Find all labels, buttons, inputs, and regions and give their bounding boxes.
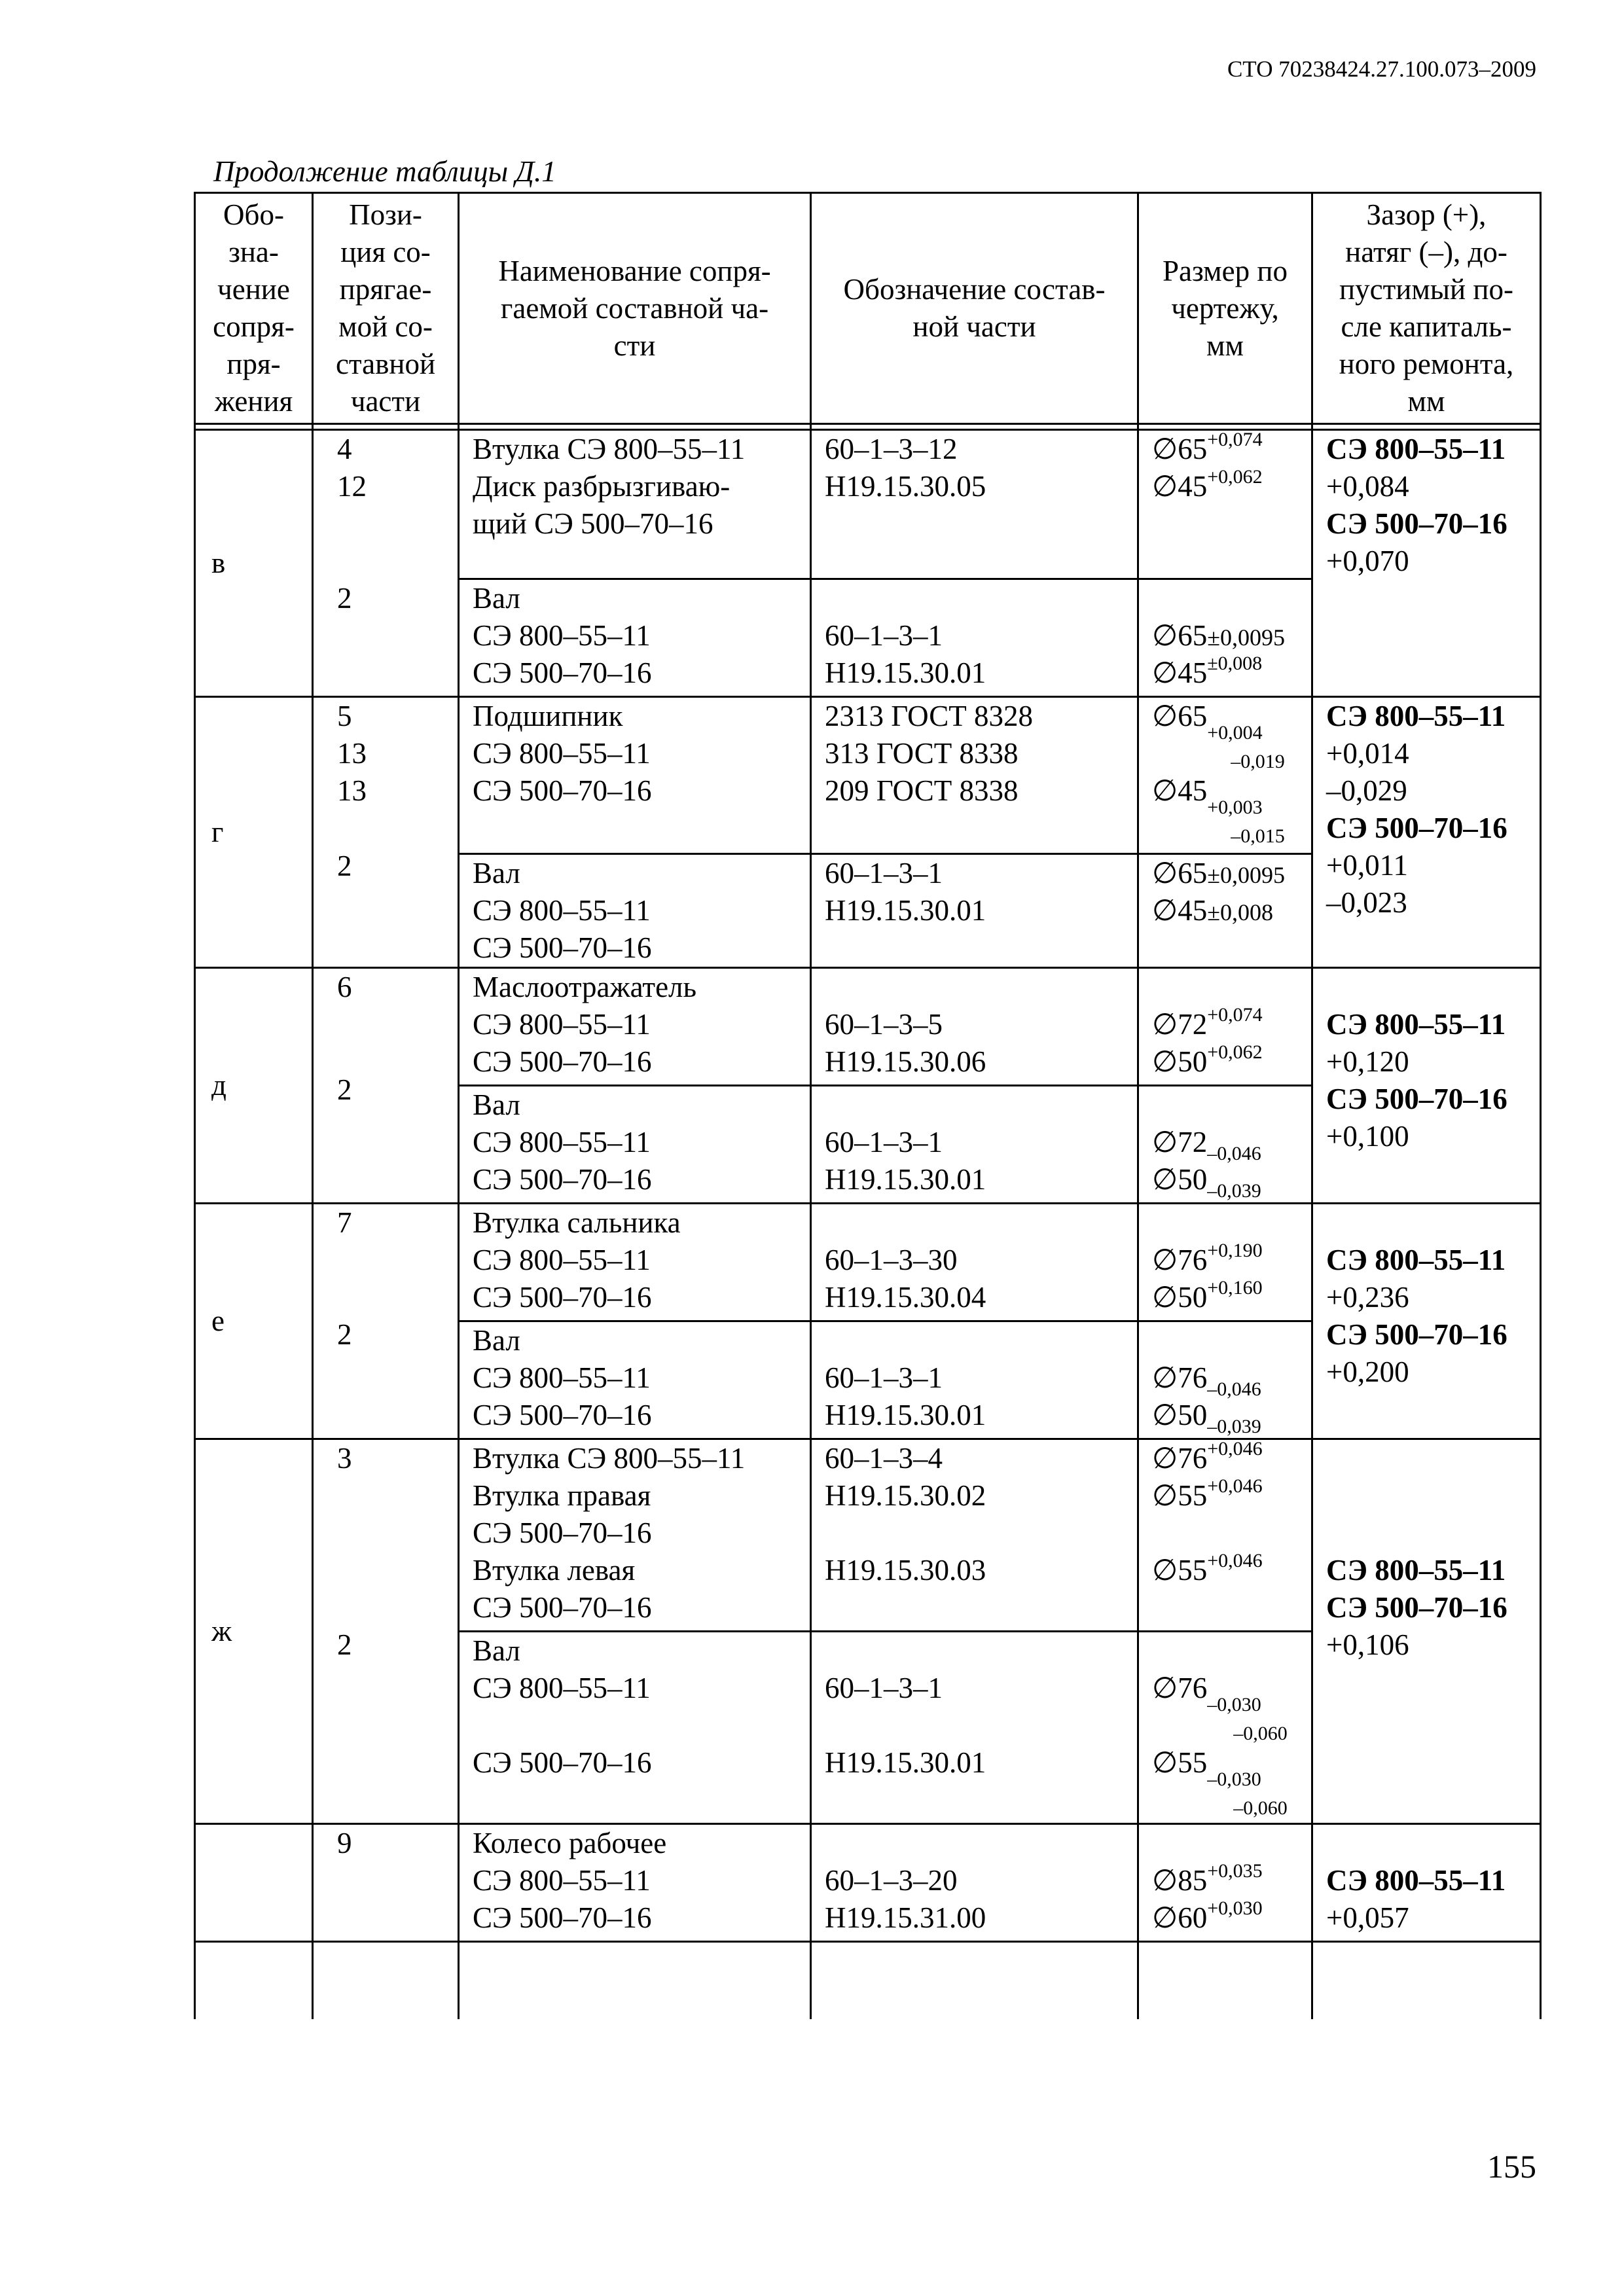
size-sym-tol: ±0,008 (1207, 899, 1273, 925)
size-value (1152, 1397, 1307, 1437)
part-name-cell (459, 697, 811, 854)
size-base: ∅72 (1152, 1008, 1208, 1041)
size-lower-tol: –0,060 (1233, 1723, 1288, 1744)
empty-cell (313, 1942, 459, 2019)
clearance-value: –0,029 (1326, 774, 1407, 807)
part-name-cell (459, 1439, 811, 1632)
size-value (1152, 1124, 1307, 1164)
size-value (1152, 1477, 1307, 1515)
designation: 60–1–3–1 (825, 1672, 943, 1704)
part-name: СЭ 500–70–16 (473, 1901, 652, 1934)
size-value (1152, 1242, 1307, 1279)
part-name: Вал (473, 1088, 520, 1121)
size-lower-tol: –0,019 (1231, 751, 1285, 772)
part-name: СЭ 800–55–11 (473, 737, 651, 770)
size-upper-tol: +0,003 (1207, 797, 1263, 818)
size-upper-tol: +0,004 (1207, 722, 1263, 744)
clearance-cell (1312, 1824, 1541, 1942)
part-name: СЭ 500–70–16 (473, 1281, 652, 1314)
size-cell (1138, 854, 1312, 968)
designation-cell (811, 1824, 1138, 1942)
col-header-designation-text: Обозначение состав- ной части (843, 273, 1106, 343)
position-value: 2 (337, 1628, 352, 1661)
size-base: ∅85 (1152, 1864, 1208, 1897)
clearance-value: +0,070 (1326, 545, 1409, 577)
table-row (195, 1439, 1541, 1632)
size-upper-tol: –0,030 (1207, 1768, 1261, 1790)
designation-cell (811, 1321, 1138, 1439)
size-value (1152, 892, 1307, 929)
clearance-model: СЭ 500–70–16 (1326, 507, 1507, 540)
designation-cell (811, 579, 1138, 697)
clearance-model: СЭ 500–70–16 (1326, 1591, 1507, 1624)
fit-code: д (211, 1069, 226, 1102)
size-lower-tol: –0,046 (1207, 1378, 1261, 1400)
part-name: СЭ 800–55–11 (473, 619, 651, 652)
part-name: СЭ 800–55–11 (473, 1244, 651, 1276)
size-base: ∅76 (1152, 1442, 1208, 1475)
size-sym-tol: ±0,0095 (1207, 862, 1285, 888)
size-base: ∅55 (1152, 1479, 1208, 1512)
part-name: СЭ 500–70–16 (473, 1399, 652, 1431)
size-base: ∅72 (1152, 1126, 1208, 1158)
clearance-model: СЭ 800–55–11 (1326, 700, 1506, 732)
designation: Н19.15.30.06 (825, 1045, 986, 1078)
size-value (1152, 468, 1307, 505)
size-value (1152, 1359, 1307, 1400)
empty-cell (1138, 1942, 1312, 2019)
part-name-cell (459, 854, 811, 968)
designation: 60–1–3–4 (825, 1442, 943, 1475)
designation (825, 580, 1133, 617)
empty-cell (811, 1942, 1138, 2019)
part-name: СЭ 500–70–16 (473, 1163, 652, 1196)
size-base: ∅55 (1152, 1746, 1208, 1779)
clearance-cell (1312, 430, 1541, 697)
clearance-value: +0,200 (1326, 1355, 1409, 1388)
size-value (1152, 431, 1307, 468)
col-header-code-text: Обо- зна- чение сопря- пря- жения (213, 198, 295, 418)
fit-code-cell (195, 1824, 313, 1942)
size-cell (1138, 1824, 1312, 1942)
table-caption: Продолжение таблицы Д.1 (213, 155, 556, 188)
designation: 209 ГОСТ 8338 (825, 774, 1019, 807)
col-header-designation (811, 193, 1138, 424)
designation: 60–1–3–1 (825, 857, 943, 889)
clearance-cell (1312, 697, 1541, 968)
designation: Н19.15.30.01 (825, 656, 986, 689)
size-value (1152, 1552, 1307, 1589)
part-name-cell (459, 1824, 811, 1942)
position-cell (313, 697, 459, 968)
size-value (1152, 655, 1307, 692)
clearance-model: СЭ 500–70–16 (1326, 812, 1507, 844)
size-cell (1138, 1632, 1312, 1824)
size-value (1152, 1161, 1307, 1202)
table-row (195, 1942, 1541, 2019)
fit-code-cell (195, 430, 313, 697)
size-base: ∅45 (1152, 470, 1208, 503)
size-base: ∅45 (1152, 774, 1208, 807)
col-header-position (313, 193, 459, 424)
size-base: ∅50 (1152, 1281, 1208, 1314)
designation-cell (811, 1204, 1138, 1321)
position-value: 12 (337, 470, 367, 503)
clearance-cell (1312, 1204, 1541, 1439)
part-name: СЭ 500–70–16 (473, 1516, 652, 1549)
clearance-value: +0,236 (1326, 1281, 1409, 1314)
part-name: СЭ 800–55–11 (473, 1864, 651, 1897)
part-name-cell (459, 1086, 811, 1204)
fit-code-cell (195, 697, 313, 968)
size-sym-tol: ±0,0095 (1207, 624, 1285, 651)
fit-code-cell (195, 1204, 313, 1439)
size-upper-tol: ±0,008 (1207, 653, 1263, 674)
position-cell (313, 1824, 459, 1942)
size-value (1152, 1440, 1307, 1477)
position-value: 2 (337, 1073, 352, 1106)
size-upper-tol: +0,074 (1207, 1004, 1263, 1026)
size-value (1152, 617, 1307, 655)
col-header-name-text: Наименование сопря- гаемой составной ча- сти (498, 254, 771, 362)
part-name: Диск разбрызгиваю- (473, 470, 731, 503)
part-name: СЭ 500–70–16 (473, 931, 652, 964)
part-name: щий СЭ 500–70–16 (473, 507, 713, 540)
size-value (1152, 855, 1307, 892)
designation (825, 1322, 1133, 1359)
size-upper-tol: +0,035 (1207, 1860, 1263, 1882)
part-name: СЭ 800–55–11 (473, 1008, 651, 1041)
size-value (1152, 1006, 1307, 1043)
designation: Н19.15.30.04 (825, 1281, 986, 1314)
parts-fit-table (194, 192, 1542, 2019)
part-name: Маслоотражатель (473, 971, 697, 1003)
part-name: СЭ 500–70–16 (473, 1746, 652, 1779)
size-base: ∅60 (1152, 1901, 1208, 1934)
part-name: СЭ 500–70–16 (473, 656, 652, 689)
col-header-clearance (1312, 193, 1541, 424)
fit-code-cell (195, 968, 313, 1204)
designation (825, 969, 1133, 1006)
col-header-name (459, 193, 811, 424)
size-base: ∅45 (1152, 656, 1208, 689)
size-lower-tol: –0,015 (1231, 825, 1285, 847)
position-value: 2 (337, 582, 352, 615)
fit-code: е (211, 1304, 225, 1337)
designation-cell (811, 968, 1138, 1086)
clearance-model: СЭ 800–55–11 (1326, 1864, 1506, 1897)
table-row (195, 1204, 1541, 1321)
part-name: Втулка СЭ 800–55–11 (473, 433, 746, 465)
size-base: ∅50 (1152, 1399, 1208, 1431)
empty-cell (195, 1942, 313, 2019)
designation: 60–1–3–1 (825, 1126, 943, 1158)
part-name: Втулка правая (473, 1479, 651, 1512)
part-name: СЭ 500–70–16 (473, 1045, 652, 1078)
size-upper-tol: +0,046 (1207, 1550, 1263, 1571)
clearance-value: +0,014 (1326, 737, 1409, 770)
part-name: СЭ 800–55–11 (473, 894, 651, 927)
designation: Н19.15.30.01 (825, 1399, 986, 1431)
size-value (1152, 698, 1307, 772)
position-value: 3 (337, 1442, 352, 1475)
table-row (195, 968, 1541, 1086)
size-upper-tol: +0,046 (1207, 1475, 1263, 1497)
col-header-size-text: Размер по чертежу, мм (1163, 254, 1288, 362)
size-base: ∅50 (1152, 1045, 1208, 1078)
part-name: СЭ 800–55–11 (473, 1126, 651, 1158)
designation-cell (811, 854, 1138, 968)
size-lower-tol: –0,046 (1207, 1143, 1261, 1164)
position-value: 5 (337, 700, 352, 732)
designation-cell (811, 697, 1138, 854)
clearance-value: +0,106 (1326, 1628, 1409, 1661)
designation: Н19.15.30.03 (825, 1554, 986, 1587)
part-name-cell (459, 1321, 811, 1439)
size-value (1152, 1043, 1307, 1081)
position-cell (313, 1204, 459, 1439)
size-base: ∅65 (1152, 619, 1208, 652)
size-value (1152, 1744, 1307, 1819)
designation: Н19.15.31.00 (825, 1901, 986, 1934)
position-value: 2 (337, 850, 352, 882)
page-number: 155 (1487, 2148, 1536, 2185)
size-value (1152, 1670, 1307, 1744)
size-upper-tol: +0,062 (1207, 466, 1263, 488)
part-name: Втулка левая (473, 1554, 636, 1587)
size-cell (1138, 968, 1312, 1086)
size-upper-tol: +0,160 (1207, 1277, 1263, 1299)
size-upper-tol: +0,062 (1207, 1041, 1263, 1063)
designation: Н19.15.30.01 (825, 894, 986, 927)
position-cell (313, 968, 459, 1204)
size-upper-tol: +0,074 (1207, 429, 1263, 450)
designation: 60–1–3–20 (825, 1864, 958, 1897)
table-row (195, 697, 1541, 854)
size-base: ∅65 (1152, 433, 1208, 465)
part-name-cell (459, 968, 811, 1086)
clearance-model: СЭ 800–55–11 (1326, 1554, 1506, 1587)
part-name-cell (459, 579, 811, 697)
size-cell (1138, 697, 1312, 854)
empty-cell (1312, 1942, 1541, 2019)
designation: Н19.15.30.02 (825, 1479, 986, 1512)
size-lower-tol: –0,039 (1207, 1416, 1261, 1437)
part-name: Колесо рабочее (473, 1827, 667, 1859)
size-cell (1138, 1204, 1312, 1321)
part-name-cell (459, 1632, 811, 1824)
clearance-model: СЭ 500–70–16 (1326, 1083, 1507, 1115)
size-lower-tol: –0,060 (1233, 1797, 1288, 1819)
size-value (1152, 772, 1307, 847)
col-header-size (1138, 193, 1312, 424)
size-upper-tol: +0,046 (1207, 1439, 1263, 1460)
size-value (1152, 1899, 1307, 1937)
designation-cell (811, 430, 1138, 579)
position-value: 6 (337, 971, 352, 1003)
col-header-clearance-text: Зазор (+), натяг (–), до- пустимый по- сле капиталь- ного ремонта, мм (1339, 198, 1514, 418)
designation: Н19.15.30.01 (825, 1746, 986, 1779)
size-base: ∅76 (1152, 1361, 1208, 1394)
size-base: ∅76 (1152, 1672, 1208, 1704)
designation: 2313 ГОСТ 8328 (825, 700, 1033, 732)
designation: 60–1–3–12 (825, 433, 958, 465)
fit-code: в (211, 547, 226, 579)
size-cell (1138, 1439, 1312, 1632)
designation-cell (811, 1086, 1138, 1204)
size-lower-tol: –0,039 (1207, 1180, 1261, 1202)
clearance-value: +0,120 (1326, 1045, 1409, 1078)
part-name: СЭ 800–55–11 (473, 1672, 651, 1704)
part-name: Вал (473, 857, 520, 889)
size-upper-tol: –0,030 (1207, 1694, 1261, 1715)
part-name: Вал (473, 1324, 520, 1357)
size-upper-tol: +0,190 (1207, 1240, 1263, 1261)
size-base: ∅76 (1152, 1244, 1208, 1276)
designation (825, 1204, 1133, 1242)
part-name: Втулка СЭ 800–55–11 (473, 1442, 746, 1475)
size-value (1152, 1862, 1307, 1899)
size-upper-tol: +0,030 (1207, 1897, 1263, 1919)
size-value (1152, 1279, 1307, 1316)
position-value: 9 (337, 1827, 352, 1859)
size-base: ∅50 (1152, 1163, 1208, 1196)
designation: 60–1–3–30 (825, 1244, 958, 1276)
designation-cell (811, 1439, 1138, 1632)
empty-cell (459, 1942, 811, 2019)
position-value: 4 (337, 433, 352, 465)
size-base: ∅65 (1152, 700, 1208, 732)
designation-cell (811, 1632, 1138, 1824)
designation: 313 ГОСТ 8338 (825, 737, 1019, 770)
clearance-value: +0,084 (1326, 470, 1409, 503)
designation (825, 1515, 1133, 1552)
size-cell (1138, 1086, 1312, 1204)
position-value: 13 (337, 737, 367, 770)
fit-code: ж (211, 1615, 232, 1647)
part-name: Вал (473, 1634, 520, 1667)
part-name-cell (459, 430, 811, 579)
designation (825, 1086, 1133, 1124)
part-name: Втулка сальника (473, 1206, 681, 1239)
clearance-model: СЭ 800–55–11 (1326, 1244, 1506, 1276)
clearance-model: СЭ 800–55–11 (1326, 433, 1506, 465)
size-base: ∅65 (1152, 857, 1208, 889)
size-base: ∅55 (1152, 1554, 1208, 1587)
clearance-value: +0,057 (1326, 1901, 1409, 1934)
position-value: 2 (337, 1318, 352, 1351)
table-row (195, 430, 1541, 579)
part-name: СЭ 500–70–16 (473, 774, 652, 807)
table-row (195, 1824, 1541, 1942)
size-cell (1138, 430, 1312, 579)
position-value: 7 (337, 1206, 352, 1239)
fit-code-cell (195, 1439, 313, 1824)
position-cell (313, 430, 459, 697)
designation: Н19.15.30.05 (825, 470, 986, 503)
designation: 60–1–3–1 (825, 619, 943, 652)
designation: Н19.15.30.01 (825, 1163, 986, 1196)
clearance-model: СЭ 500–70–16 (1326, 1318, 1507, 1351)
part-name-cell (459, 1204, 811, 1321)
position-value: 13 (337, 774, 367, 807)
designation: 60–1–3–1 (825, 1361, 943, 1394)
clearance-value: –0,023 (1326, 886, 1407, 919)
clearance-value: +0,011 (1326, 849, 1408, 882)
size-cell (1138, 1321, 1312, 1439)
clearance-cell (1312, 968, 1541, 1204)
clearance-value: +0,100 (1326, 1120, 1409, 1153)
size-cell (1138, 579, 1312, 697)
document-code: СТО 70238424.27.100.073–2009 (1227, 56, 1536, 82)
clearance-model: СЭ 800–55–11 (1326, 1008, 1506, 1041)
part-name: Вал (473, 582, 520, 615)
col-header-code (195, 193, 313, 424)
clearance-cell (1312, 1439, 1541, 1824)
position-cell (313, 1439, 459, 1824)
size-base: ∅45 (1152, 894, 1208, 927)
fit-code: г (211, 816, 224, 848)
part-name: Подшипник (473, 700, 623, 732)
designation (825, 1825, 1133, 1862)
part-name: СЭ 500–70–16 (473, 1591, 652, 1624)
designation: 60–1–3–5 (825, 1008, 943, 1041)
part-name: СЭ 800–55–11 (473, 1361, 651, 1394)
col-header-position-text: Пози- ция со- прягае- мой со- ставной части (335, 198, 436, 418)
